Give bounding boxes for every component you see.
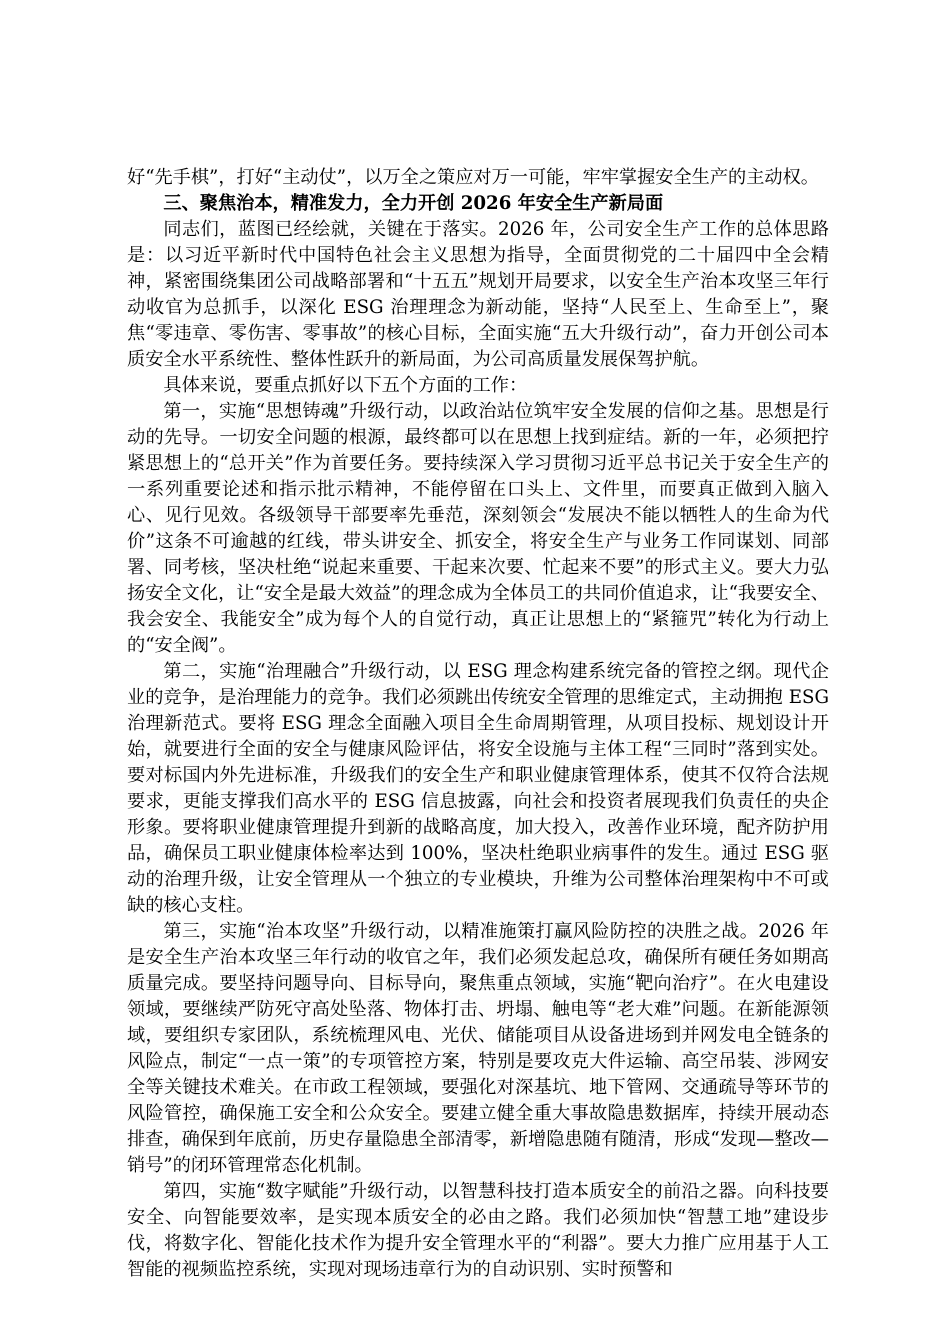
paragraph-continuation: 好“先手棋”，打好“主动仗”，以万全之策应对万一可能，牢牢掌握安全生产的主动权。 [127,167,819,188]
paragraph-second-action: 第二，实施“治理融合”升级行动，以 ESG 理念构建系统完备的管控之纲。现代企业的竞争，是治理能力的竞争。我们必须跳出传统安全管理的思维定式，主动拥抱 ESG 治理新范式。要将 ESG 理念全面融入项目全生命周期管理，从项目投标、规划设计开始，就要进行全面的安全与健康风险评估，将安全设施与主体工程“三同时”落到实处。要对标国内外先进标准，升级我们的安全生产和职业健康管理体系，使其不仅符合法规要求，更能支撑我们高水平的 ESG 信息披露，向社会和投资者展现我们负责任的央企形象。要将职业健康管理提升到新的战略高度，加大投入，改善作业环境，配齐防护用品，确保员工职业健康体检率达到 100%，坚决杜绝职业病事件的发生。通过 ESG 驱动的治理升级，让安全管理从一个独立的专业模块，升维为公司整体治理架构中不可或缺的核心支柱。 [127,661,829,916]
paragraph-first-action: 第一，实施“思想铸魂”升级行动，以政治站位筑牢安全发展的信仰之基。思想是行动的先导。一切安全问题的根源，最终都可以在思想上找到症结。新的一年，必须把拧紧思想上的“总开关”作为首要任务。要持续深入学习贯彻习近平总书记关于安全生产的一系列重要论述和指示批示精神，不能停留在口头上、文件里，而要真正做到入脑入心、见行见效。各级领导干部要率先垂范，深刻领会“发展决不能以牺牲人的生命为代价”这条不可逾越的红线，带头讲安全、抓安全，将安全生产与业务工作同谋划、同部署、同考核，坚决杜绝“说起来重要、干起来次要、忙起来不要”的形式主义。要大力弘扬安全文化，让“安全是最大效益”的理念成为全体员工的共同价值追求，让“我要安全、我会安全、我能安全”成为每个人的自觉行动，真正让思想上的“紧箍咒”转化为行动上的“安全阀”。 [127,401,829,656]
paragraph-overall-approach: 同志们，蓝图已经绘就，关键在于落实。2026 年，公司安全生产工作的总体思路是：以习近平新时代中国特色社会主义思想为指导，全面贯彻党的二十届四中全会精神，紧密围绕集团公司战略部署和“十五五”规划开局要求，以安全生产治本攻坚三年行动收官为总抓手，以深化 ESG 治理理念为新动能，坚持“人民至上、生命至上”，聚焦“零违章、零伤害、零事故”的核心目标，全面实施“五大升级行动”，奋力开创公司本质安全水平系统性、整体性跃升的新局面，为公司高质量发展保驾护航。 [127,219,829,370]
section-heading: 三、聚焦治本，精准发力，全力开创 2026 年安全生产新局面 [163,193,664,214]
paragraph-intro-five-aspects: 具体来说，要重点抓好以下五个方面的工作： [163,375,528,396]
paragraph-third-action: 第三，实施“治本攻坚”升级行动，以精准施策打赢风险防控的决胜之战。2026 年是安全生产治本攻坚三年行动的收官之年，我们必须发起总攻，确保所有硬任务如期高质量完成。要坚持问题导向、目标导向，聚焦重点领域，实施“靶向治疗”。在火电建设领域，要继续严防死守高处坠落、物体打击、坍塌、触电等“老大难”问题。在新能源领域，要组织专家团队，系统梳理风电、光伏、储能项目从设备进场到并网发电全链条的风险点，制定“一点一策”的专项管控方案，特别是要攻克大件运输、高空吊装、涉网安全等关键技术难关。在市政工程领域，要强化对深基坑、地下管网、交通疏导等环节的风险管控，确保施工安全和公众安全。要建立健全重大事故隐患数据库，持续开展动态排查，确保到年底前，历史存量隐患全部清零，新增隐患随有随清，形成“发现—整改—销号”的闭环管理常态化机制。 [127,921,829,1176]
document-page [127,165,829,1283]
paragraph-fourth-action: 第四，实施“数字赋能”升级行动，以智慧科技打造本质安全的前沿之器。向科技要安全、向智能要效率，是实现本质安全的必由之路。我们必须加快“智慧工地”建设步伐，将数字化、智能化技术作为提升安全管理水平的“利器”。要大力推广应用基于人工智能的视频监控系统，实现对现场违章行为的自动识别、实时预警和 [127,1181,829,1280]
